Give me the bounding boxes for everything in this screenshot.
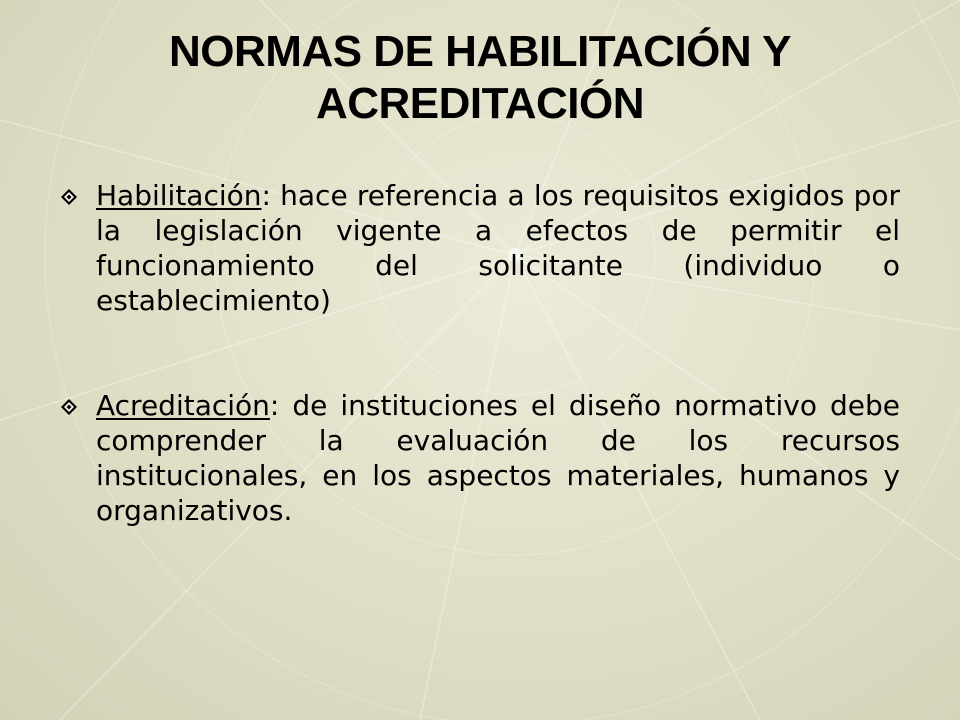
bullet-text-habilitacion: hace referencia a los requisitos exigidos por la legislación vigente a efectos de permitir el funcionamiento del solicitante (individuo o establecimiento) [96,179,900,317]
term-habilitacion: Habilitación [96,179,262,212]
diamond-bullet-icon [60,188,78,206]
term-separator: : [269,389,280,422]
bullet-text-acreditacion: de instituciones el diseño normativo debe comprender la evaluación de los recursos institucionales, en los aspectos materiales, humanos y organizativos. [96,389,900,527]
term-acreditacion: Acreditación [96,389,270,422]
bullet-habilitacion [58,178,900,318]
bullet-list [58,178,900,528]
bullet-acreditacion [58,388,900,528]
diamond-bullet-icon [60,398,78,416]
slide-title: NORMAS DE HABILITACIÓN Y ACREDITACIÓN [169,27,791,128]
term-separator: : [261,179,271,212]
